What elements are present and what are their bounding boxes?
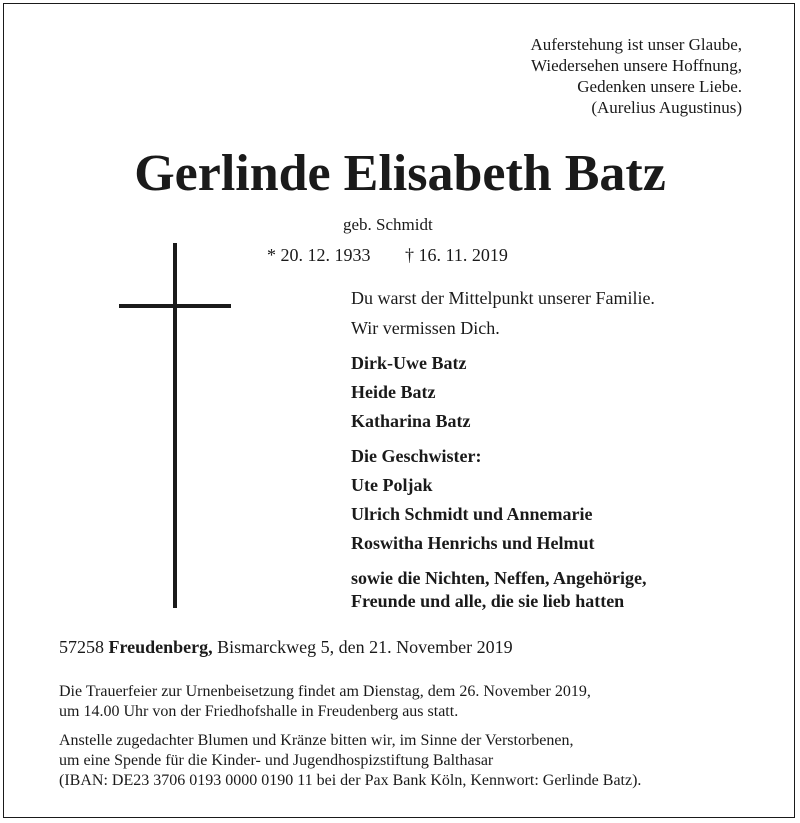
donation-line-2: um eine Spende für die Kinder- und Jugendhospizstiftung Balthasar — [59, 752, 494, 769]
ceremony-text — [59, 682, 591, 722]
cross-icon-bar — [119, 304, 231, 308]
donation-line-3: (IBAN: DE23 3706 0193 0000 0190 11 bei der Pax Bank Köln, Kennwort: Gerlinde Batz). — [59, 772, 642, 789]
cross-icon — [173, 243, 177, 608]
mourner-1: Dirk-Uwe Batz — [351, 353, 467, 373]
city: Freudenberg, — [108, 637, 213, 657]
postal-code: 57258 — [59, 637, 104, 657]
epigraph-quote — [530, 34, 742, 118]
birth-date: * 20. 12. 1933 — [267, 245, 371, 265]
quote-line-1: Auferstehung ist unser Glaube, — [530, 35, 742, 54]
siblings-heading: Die Geschwister: — [351, 446, 482, 466]
death-date: † 16. 11. 2019 — [405, 245, 508, 265]
message-line-1: Du warst der Mittelpunkt unserer Familie. — [351, 288, 655, 308]
ceremony-line-2: um 14.00 Uhr von der Friedhofshalle in Freudenberg aus statt. — [59, 703, 459, 720]
mourner-3: Katharina Batz — [351, 411, 471, 431]
birth-name: geb. Schmidt — [343, 215, 433, 234]
place-date-line — [59, 637, 513, 658]
deceased-name: Gerlinde Elisabeth Batz — [134, 145, 666, 202]
quote-line-2: Wiedersehen unsere Hoffnung, — [531, 56, 742, 75]
message-line-2: Wir vermissen Dich. — [351, 318, 500, 338]
mourner-2: Heide Batz — [351, 382, 436, 402]
relatives-line-2: Freunde und alle, die sie lieb hatten — [351, 591, 625, 611]
sibling-1: Ute Poljak — [351, 475, 433, 495]
sibling-3: Roswitha Henrichs und Helmut — [351, 533, 595, 553]
address-date: Bismarckweg 5, den 21. November 2019 — [217, 637, 513, 657]
life-dates — [267, 245, 508, 266]
ceremony-line-1: Die Trauerfeier zur Urnenbeisetzung findet am Dienstag, dem 26. November 2019, — [59, 683, 591, 700]
donation-line-1: Anstelle zugedachter Blumen und Kränze bitten wir, im Sinne der Verstorbenen, — [59, 732, 574, 749]
quote-line-3: Gedenken unsere Liebe. — [577, 77, 742, 96]
quote-author: (Aurelius Augustinus) — [591, 98, 742, 117]
relatives-line-1: sowie die Nichten, Neffen, Angehörige, — [351, 568, 647, 588]
sibling-2: Ulrich Schmidt und Annemarie — [351, 504, 593, 524]
donation-text — [59, 731, 641, 791]
